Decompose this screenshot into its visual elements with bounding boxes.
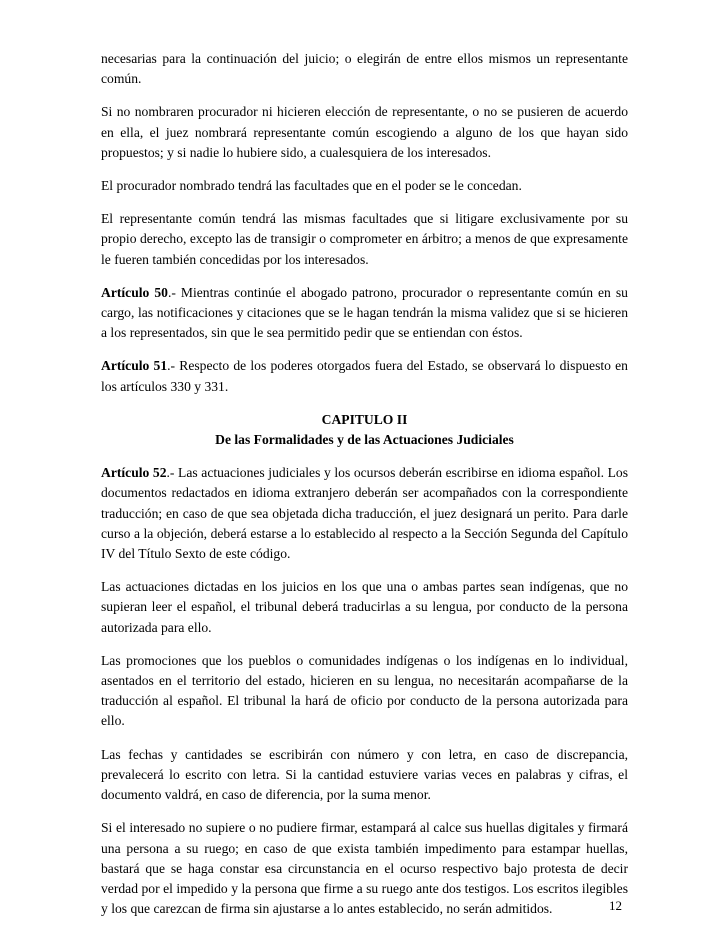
paragraph: necesarias para la continuación del juicio; o elegirán de entre ellos mismos un representante común. xyxy=(101,51,628,87)
page-number: 12 xyxy=(609,898,622,913)
article-text: .- Respecto de los poderes otorgados fuera del Estado, se observará lo dispuesto en los artículos 330 y 331. xyxy=(101,358,628,394)
article-text: .- Mientras continúe el abogado patrono, procurador o representante común en su cargo, las notificaciones y citaciones que se le hagan tendrán la misma validez que si se hicieren a los representados, sin que le sea permitido pedir que se entiendan con éstos. xyxy=(101,284,628,341)
paragraph: Las actuaciones dictadas en los juicios en los que una o ambas partes sean indígenas, que no supieran leer el español, el tribunal deberá traducirlas a su lengua, por conducto de la persona autorizada para ello. xyxy=(101,579,628,635)
article-heading: Artículo 51 xyxy=(101,358,168,374)
paragraph: Las promociones que los pueblos o comunidades indígenas o los indígenas en lo individual, asentados en el territorio del estado, hicieren en su lengua, no necesitarán acompañarse de la traducción al español. El tribunal la hará de oficio por conducto de la persona autorizada para ello. xyxy=(101,652,628,729)
article-51 xyxy=(101,356,628,396)
article-52 xyxy=(101,463,628,564)
paragraph: Si no nombraren procurador ni hicieren elección de representante, o no se pusieren de acuerdo en ella, el juez nombrará representante común escogiendo a alguno de los que hayan sido propuestos; y si nadie lo hubiere sido, a cualesquiera de los interesados. xyxy=(101,104,628,160)
chapter-heading xyxy=(101,410,628,450)
article-heading: Artículo 52 xyxy=(101,465,167,481)
chapter-number: CAPITULO II xyxy=(321,411,408,427)
document-page xyxy=(101,49,628,932)
article-text: .- Las actuaciones judiciales y los ocursos deberán escribirse en idioma español. Los documentos redactados en idioma extranjero deberán ser acompañados con la correspondiente traducción; en caso de que sea objetada dicha traducción, el juez designará un perito. Para darle curso a la objeción, deberá estarse a lo establecido al respecto a la Sección Segunda del Capítulo IV del Título Sexto de este código. xyxy=(101,465,628,562)
article-50 xyxy=(101,283,628,344)
article-heading: Artículo 50 xyxy=(101,284,168,300)
paragraph: Las fechas y cantidades se escribirán con número y con letra, en caso de discrepancia, prevalecerá lo escrito con letra. Si la cantidad estuviere varias veces en palabras y cifras, el documento valdrá, en caso de diferencia, por la suma menor. xyxy=(101,746,628,803)
paragraph: El representante común tendrá las mismas facultades que si litigare exclusivamente por su propio derecho, excepto las de transigir o comprometer en árbitro; a menos de que expresamente le fueren también concedidas por los interesados. xyxy=(101,211,628,267)
paragraph: El procurador nombrado tendrá las facultades que en el poder se le concedan. xyxy=(101,178,522,194)
paragraph: Si el interesado no supiere o no pudiere firmar, estampará al calce sus huellas digitales y firmará una persona a su ruego; en caso de que exista también impedimento para estampar huellas, bastará que se haga constar esa circunstancia en el ocurso respectivo bajo protesta de decir verdad por el impedido y la persona que firme a su ruego ante dos testigos. Los escritos ilegibles y los que carezcan de firma sin ajustarse a lo antes establecido, no serán admitidos. xyxy=(101,820,628,917)
chapter-title: De las Formalidades y de las Actuaciones Judiciales xyxy=(215,432,514,448)
